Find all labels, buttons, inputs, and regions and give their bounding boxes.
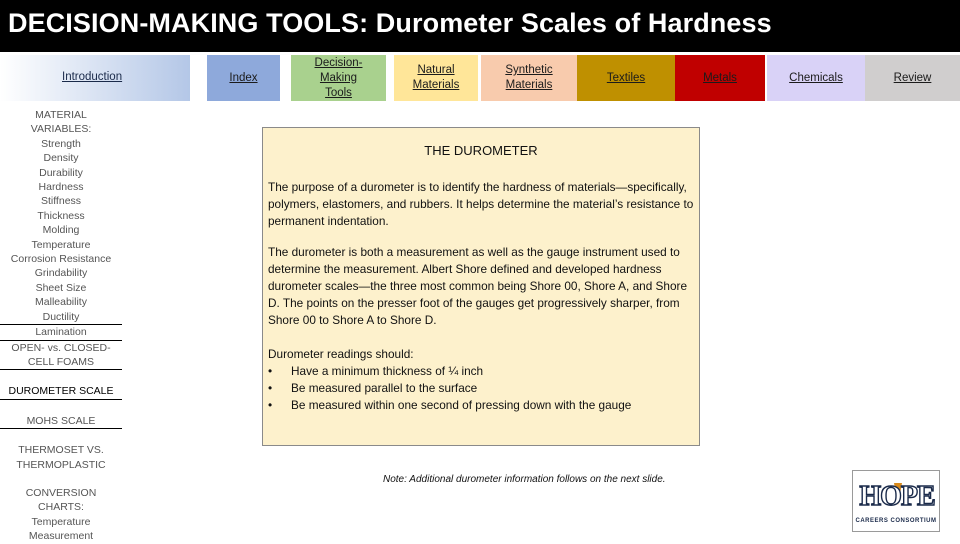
sidebar-line: Malleability (35, 296, 87, 309)
nav-review-button[interactable] (865, 55, 960, 101)
sidebar-line: Durability (39, 166, 83, 179)
nav-metals-label: Metals (703, 71, 737, 84)
section-heading: THE DUROMETER (424, 143, 538, 158)
nav-review-label: Review (893, 71, 932, 84)
sidebar-open-closed-cell-foams[interactable] (0, 341, 122, 371)
nav-textiles-button[interactable] (577, 55, 675, 101)
sidebar-line: Corrosion Resistance (10, 253, 112, 266)
sidebar-line: Sheet Size (35, 281, 87, 294)
durometer-info-box (262, 127, 700, 446)
page-title: DECISION-MAKING TOOLS: Durometer Scales of Hardness (8, 8, 772, 38)
sidebar-line: CONVERSION (25, 486, 97, 499)
sidebar-line: Ductility (42, 310, 80, 323)
nav-introduction[interactable] (0, 55, 190, 101)
nav-natural-materials-label: Natural Materials (412, 64, 460, 91)
sidebar-conversion-charts[interactable] (0, 486, 122, 544)
list-item: • Have a minimum thickness of ¼ inch (268, 363, 696, 380)
sidebar-durometer-scale[interactable]: DUROMETER SCALE (0, 384, 122, 399)
sidebar-line: THERMOSET VS. (18, 444, 104, 457)
nav-natural-materials-button[interactable] (394, 55, 478, 101)
nav-metals-button[interactable] (675, 55, 765, 101)
nav-synthetic-materials-button[interactable] (481, 55, 577, 101)
sidebar-spacer (0, 429, 122, 443)
nav-chemicals-label: Chemicals (789, 71, 843, 84)
sidebar-line: Grindability (34, 267, 88, 280)
definition-paragraph: The durometer is both a measurement as well as the gauge instrument used to determine the measurement. Albert Shore defined and developed hardness durometer scales—the three most common being Shore 00, Shore A, and Shore D. The points on the presser foot of the gauges get progressively sharper, from Shore 00 to Shore A to Shore D. (268, 245, 688, 327)
sidebar-line: Temperature (31, 515, 91, 528)
sidebar-line: Strength (41, 137, 81, 150)
purpose-paragraph: The purpose of a durometer is to identify the hardness of materials—specifically, polymers, elastomers, and rubbers. It helps determine the material’s resistance to permanent indentation. (268, 180, 694, 228)
logo-tagline: CAREERS CONSORTIUM (855, 518, 937, 524)
nav-index-label: Index (229, 71, 258, 84)
sidebar-spacer (0, 370, 122, 384)
sidebar-line: OPEN- vs. CLOSED- (11, 341, 111, 354)
sidebar-mohs-scale[interactable]: MOHS SCALE (0, 414, 122, 429)
sidebar-line: Density (43, 152, 79, 165)
sidebar-line: VARIABLES: (30, 123, 92, 136)
nav-decision-making-tools-button[interactable] (291, 55, 386, 101)
list-item: • Be measured within one second of pressing down with the gauge (268, 397, 696, 414)
footnote: Note: Additional durometer information follows on the next slide. (383, 474, 666, 485)
nav-decision-making-tools-label: Decision- Making Tools (314, 56, 363, 99)
sidebar-line: Thickness (37, 209, 85, 222)
nav-introduction-label: Introduction (62, 71, 123, 83)
sidebar-thermoset-thermoplastic[interactable] (0, 443, 122, 472)
nav-index-button[interactable] (207, 55, 280, 101)
sidebar-line: Measurement (28, 530, 94, 543)
sidebar-spacer (0, 400, 122, 414)
readings-intro: Durometer readings should: (268, 347, 414, 361)
sidebar-line: CELL FOAMS (27, 355, 95, 368)
sidebar-line: Hardness (38, 181, 84, 194)
readings-list (268, 363, 696, 414)
sidebar-line: Molding (42, 224, 80, 237)
sidebar-spacer (0, 472, 122, 486)
nav-textiles-label: Textiles (606, 71, 646, 84)
nav-synthetic-materials-label: Synthetic Materials (505, 64, 553, 91)
sidebar-lamination[interactable]: Lamination (0, 325, 122, 340)
sidebar (0, 108, 122, 544)
sidebar-line: MATERIAL (35, 109, 87, 121)
sidebar-material-variables[interactable] (0, 108, 122, 325)
hope-careers-consortium-logo (852, 470, 940, 532)
title-bar (0, 0, 960, 52)
sidebar-line: CHARTS: (38, 501, 84, 514)
logo-wordmark: HOPE (859, 481, 935, 512)
list-item: • Be measured parallel to the surface (268, 380, 696, 397)
sidebar-line: Temperature (31, 238, 91, 251)
sidebar-line: THERMOPLASTIC (16, 458, 106, 471)
nav-chemicals-button[interactable] (767, 55, 865, 101)
sidebar-line: Stiffness (40, 195, 82, 208)
